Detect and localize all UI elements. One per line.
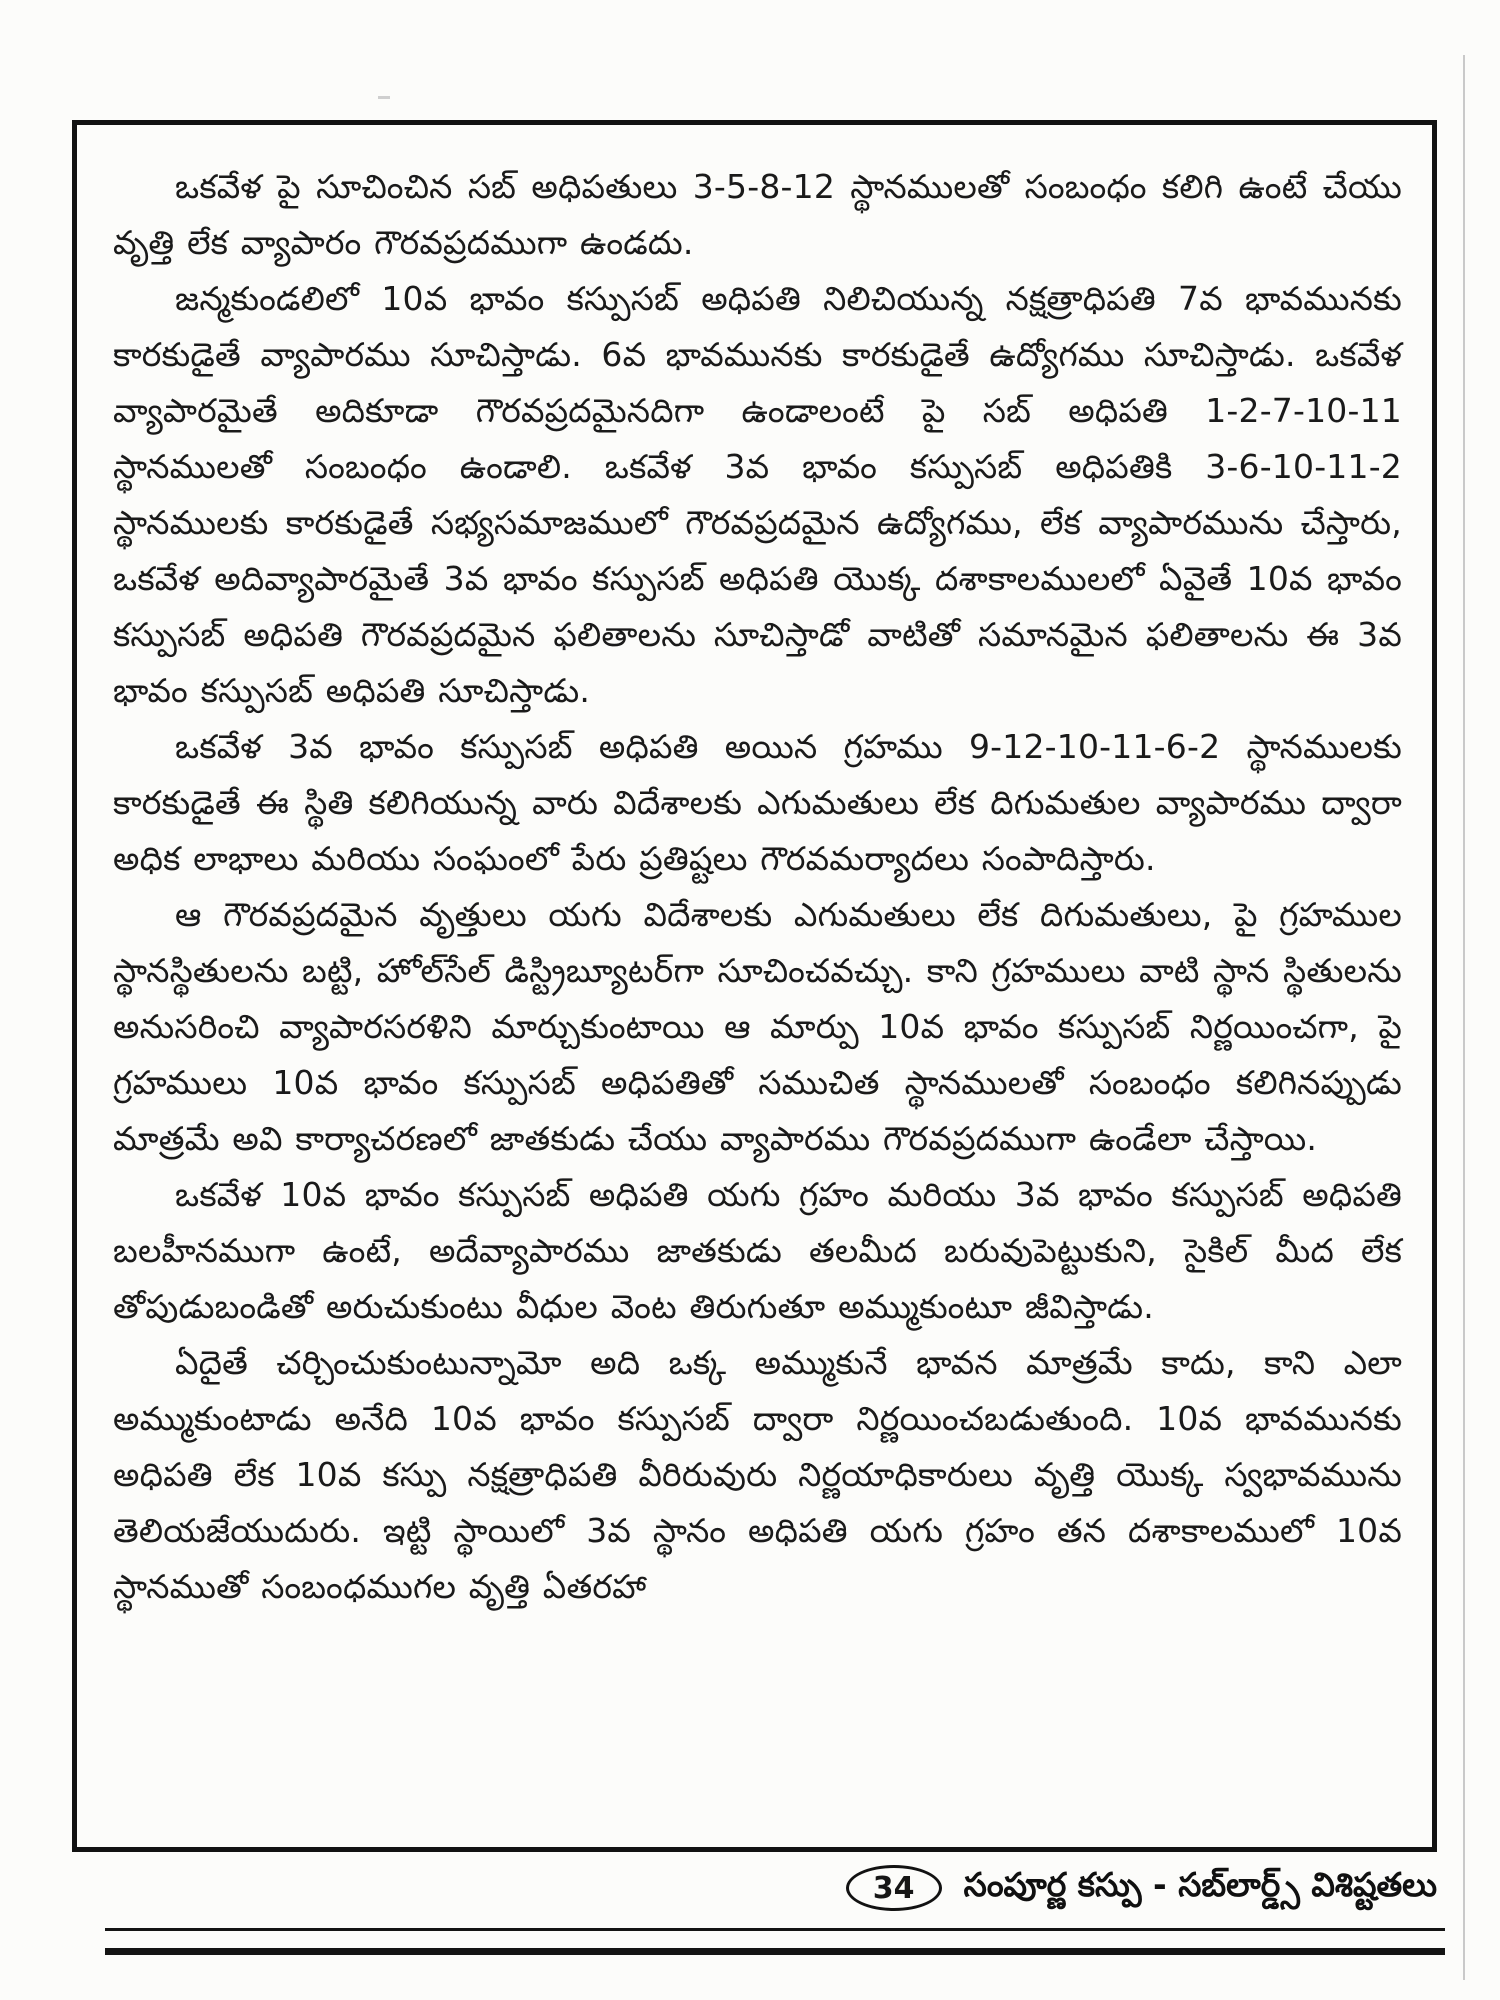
body-paragraph: జన్మకుండలిలో 10వ భావం కస్పుసబ్ అధిపతి నిలిచియున్న నక్షత్రాధిపతి 7వ భావమునకు కారకుడైతే వ్యాపారము సూచిస్తాడు. 6వ భావమునకు కారకుడైతే ఉద్యోగము సూచిస్తాడు. ఒకవేళ వ్యాపారమైతే అదికూడా గౌరవప్రదమైనదిగా ఉండాలంటే పై సబ్ అధిపతి 1-2-7-10-11 స్థానములతో సంబంధం ఉండాలి. ఒకవేళ 3వ భావం కస్పుసబ్ అధిపతికి 3-6-10-11-2 స్థానములకు కారకుడైతే సభ్యసమాజములో గౌరవప్రదమైన ఉద్యోగము, లేక వ్యాపారమును చేస్తారు, ఒకవేళ అదివ్యాపారమైతే 3వ భావం కస్పుసబ్ అధిపతి యొక్క దశాకాలములలో ఏవైతే 10వ భావం కస్పుసబ్ అధిపతి గౌరవప్రదమైన ఫలితాలను సూచిస్తాడో వాటితో సమానమైన ఫలితాలను ఈ 3వ భావం కస్పుసబ్ అధిపతి సూచిస్తాడు. — [113, 279, 1402, 710]
scan-artifact-mark — [378, 96, 390, 99]
footer-book-title: సంపూర్ణ కస్పు - సబ్‌లార్డ్స్ విశిష్టతలు — [963, 1864, 1437, 1904]
body-paragraph: ఆ గౌరవప్రదమైన వృత్తులు యగు విదేశాలకు ఎగుమతులు లేక దిగుమతులు, పై గ్రహముల స్థానస్థితులను బట్టి, హోల్‌సేల్ డిస్ట్రిబ్యూటర్‌గా సూచించవచ్చు. కాని గ్రహములు వాటి స్థాన స్థితులను అనుసరించి వ్యాపారసరళిని మార్చుకుంటాయి ఆ మార్పు 10వ భావం కస్పుసబ్ నిర్ణయించగా, పై గ్రహములు 10వ భావం కస్పుసబ్ అధిపతితో సముచిత స్థానములతో సంబంధం కలిగినప్పుడు మాత్రమే అవి కార్యాచరణలో జాతకుడు చేయు వ్యాపారము గౌరవప్రదముగా ఉండేలా చేస్తాయి. — [113, 895, 1402, 1158]
page-number-badge: 34 — [846, 1865, 942, 1911]
body-paragraph: ఒకవేళ 3వ భావం కస్పుసబ్ అధిపతి అయిన గ్రహము 9-12-10-11-6-2 స్థానములకు కారకుడైతే ఈ స్థితి కలిగియున్న వారు విదేశాలకు ఎగుమతులు లేక దిగుమతుల వ్యాపారము ద్వారా అధిక లాభాలు మరియు సంఘంలో పేరు ప్రతిష్టలు గౌరవమర్యాదలు సంపాదిస్తారు. — [113, 727, 1402, 878]
footer-rule-thin — [105, 1928, 1445, 1931]
text-border-frame — [72, 120, 1437, 1852]
body-paragraph: ఏదైతే చర్చించుకుంటున్నామో అది ఒక్క అమ్ముకునే భావన మాత్రమే కాదు, కాని ఎలా అమ్ముకుంటాడు అనేది 10వ భావం కస్పుసబ్ ద్వారా నిర్ణయించబడుతుంది. 10వ భావమునకు అధిపతి లేక 10వ కస్పు నక్షత్రాధిపతి వీరిరువురు నిర్ణయాధికారులు వృత్తి యొక్క స్వభావమును తెలియజేయుదురు. ఇట్టి స్థాయిలో 3వ స్థానం అధిపతి యగు గ్రహం తన దశాకాలములో 10వ స్థానముతో సంబంధముగల వృత్తి ఏతరహా — [113, 1343, 1402, 1606]
page-footer — [72, 1862, 1437, 1914]
body-paragraph: ఒకవేళ 10వ భావం కస్పుసబ్ అధిపతి యగు గ్రహం మరియు 3వ భావం కస్పుసబ్ అధిపతి బలహీనముగా ఉంటే, అదేవ్యాపారము జాతకుడు తలమీద బరువుపెట్టుకుని, సైకిల్ మీద లేక తోపుడుబండితో అరుచుకుంటు వీధుల వెంట తిరుగుతూ అమ్ముకుంటూ జీవిస్తాడు. — [113, 1175, 1402, 1326]
scan-edge-line — [1463, 55, 1465, 1980]
footer-rule-thick — [105, 1948, 1445, 1955]
body-paragraph: ఒకవేళ పై సూచించిన సబ్ అధిపతులు 3-5-8-12 స్థానములతో సంబంధం కలిగి ఉంటే చేయు వృత్తి లేక వ్యాపారం గౌరవప్రదముగా ఉండదు. — [113, 167, 1402, 262]
